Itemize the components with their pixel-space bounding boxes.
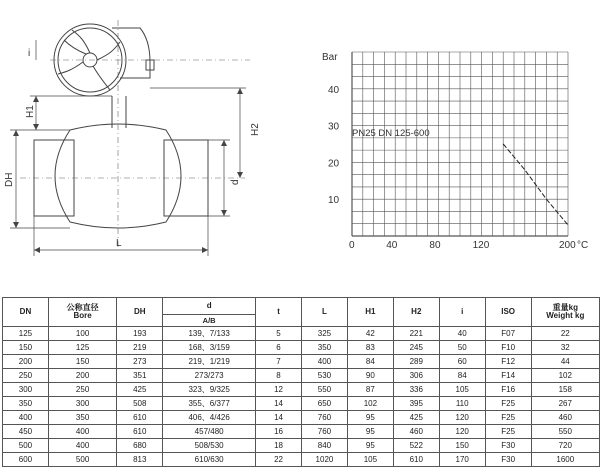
table-cell: 350	[301, 341, 347, 355]
table-cell: 32	[531, 341, 599, 355]
table-cell: 16	[256, 425, 302, 439]
table-cell: 150	[48, 355, 116, 369]
y-tick-label: 20	[328, 158, 340, 170]
table-cell: 95	[347, 439, 393, 453]
table-cell: 720	[531, 439, 599, 453]
table-cell: 550	[531, 425, 599, 439]
table-cell: 336	[393, 383, 439, 397]
table-cell: 289	[393, 355, 439, 369]
table-cell: 610	[117, 425, 163, 439]
table-cell: 84	[347, 355, 393, 369]
table-cell: 400	[48, 439, 116, 453]
spec-table	[2, 297, 600, 467]
x-tick-label: 40	[386, 240, 398, 250]
table-cell: 250	[48, 383, 116, 397]
table-row	[3, 425, 600, 439]
handwheel-spoke	[97, 42, 120, 60]
table-cell: F30	[485, 439, 531, 453]
table-cell: 650	[301, 397, 347, 411]
table-cell: 450	[3, 425, 49, 439]
table-cell: 425	[117, 383, 163, 397]
table-cell: 12	[256, 383, 302, 397]
dim-label-l: L	[116, 238, 122, 249]
table-cell: 84	[439, 369, 485, 383]
spec-table-body	[3, 327, 600, 467]
table-row	[3, 369, 600, 383]
handwheel-spoke	[58, 62, 83, 74]
table-cell: 8	[256, 369, 302, 383]
table-cell: 395	[393, 397, 439, 411]
table-cell: 508/530	[163, 439, 256, 453]
table-cell: 500	[3, 439, 49, 453]
col-header-weight-cn: 重量kg	[552, 303, 578, 312]
col-header-dh: DH	[117, 298, 163, 327]
table-cell: 120	[439, 425, 485, 439]
x-tick-label: 80	[429, 240, 441, 250]
dim-label-h2: H2	[250, 123, 261, 136]
table-cell: 457/480	[163, 425, 256, 439]
table-cell: 100	[48, 327, 116, 341]
table-cell: 840	[301, 439, 347, 453]
table-cell: 350	[3, 397, 49, 411]
col-header-d-sub: A/B	[163, 315, 256, 327]
valve-drawing	[0, 0, 310, 295]
table-cell: 139、7/133	[163, 327, 256, 341]
table-cell: 5	[256, 327, 302, 341]
col-header-t: t	[256, 298, 302, 327]
table-cell: F10	[485, 341, 531, 355]
handwheel-spoke	[72, 30, 90, 53]
table-cell: 158	[531, 383, 599, 397]
table-cell: 250	[3, 369, 49, 383]
table-cell: F07	[485, 327, 531, 341]
table-cell: F30	[485, 453, 531, 467]
table-cell: 760	[301, 425, 347, 439]
table-cell: 102	[347, 397, 393, 411]
table-cell: F16	[485, 383, 531, 397]
dim-label-dh: DH	[4, 172, 15, 187]
table-cell: 680	[117, 439, 163, 453]
col-header-d: d	[163, 298, 256, 315]
table-cell: 351	[117, 369, 163, 383]
table-cell: 400	[301, 355, 347, 369]
table-cell: 522	[393, 439, 439, 453]
col-header-weight-en: Weight kg	[546, 311, 585, 320]
table-cell: 40	[439, 327, 485, 341]
table-cell: 610	[393, 453, 439, 467]
table-cell: 14	[256, 397, 302, 411]
table-cell: 306	[393, 369, 439, 383]
table-cell: 105	[439, 383, 485, 397]
table-cell: 6	[256, 341, 302, 355]
y-tick-label: 40	[328, 84, 340, 96]
dim-label-i: i	[28, 48, 31, 59]
table-cell: 120	[439, 411, 485, 425]
col-header-h2: H2	[393, 298, 439, 327]
dim-label-d: d	[230, 179, 241, 185]
x-tick-label: 200	[559, 240, 576, 250]
col-header-dn: DN	[3, 298, 49, 327]
table-cell: 170	[439, 453, 485, 467]
table-cell: 400	[48, 425, 116, 439]
table-cell: 355、6/377	[163, 397, 256, 411]
table-cell: 219、1/219	[163, 355, 256, 369]
col-header-iso: ISO	[485, 298, 531, 327]
table-row	[3, 327, 600, 341]
table-cell: 125	[3, 327, 49, 341]
table-cell: 150	[3, 341, 49, 355]
table-cell: 267	[531, 397, 599, 411]
table-cell: 200	[3, 355, 49, 369]
table-cell: 18	[256, 439, 302, 453]
y-tick-label: 30	[328, 121, 340, 133]
col-header-h1: H1	[347, 298, 393, 327]
table-cell: 7	[256, 355, 302, 369]
table-cell: 325	[301, 327, 347, 341]
table-cell: 350	[48, 411, 116, 425]
col-header-bore	[48, 298, 116, 327]
table-cell: 22	[531, 327, 599, 341]
table-row	[3, 383, 600, 397]
x-tick-label: 120	[472, 240, 490, 250]
table-cell: 406、4/426	[163, 411, 256, 425]
table-cell: 323、9/325	[163, 383, 256, 397]
table-cell: F12	[485, 355, 531, 369]
table-cell: 300	[3, 383, 49, 397]
table-cell: 460	[531, 411, 599, 425]
table-cell: 90	[347, 369, 393, 383]
col-header-bore-cn: 公称直径	[66, 303, 99, 312]
table-cell: 300	[48, 397, 116, 411]
y-tick-label: 10	[328, 195, 340, 207]
table-cell: 150	[439, 439, 485, 453]
table-cell: 168、3/159	[163, 341, 256, 355]
table-cell: 60	[439, 355, 485, 369]
table-cell: 273/273	[163, 369, 256, 383]
table-cell: 14	[256, 411, 302, 425]
handwheel-spoke	[64, 40, 86, 54]
table-cell: F25	[485, 397, 531, 411]
table-cell: 508	[117, 397, 163, 411]
table-cell: 95	[347, 411, 393, 425]
table-row	[3, 439, 600, 453]
table-cell: F25	[485, 425, 531, 439]
col-header-weight	[531, 298, 599, 327]
table-cell: 813	[117, 453, 163, 467]
table-cell: 500	[48, 453, 116, 467]
table-cell: F14	[485, 369, 531, 383]
table-cell: 95	[347, 425, 393, 439]
x-axis-label: °C	[577, 240, 589, 250]
col-header-l: L	[301, 298, 347, 327]
table-cell: 219	[117, 341, 163, 355]
table-cell: 102	[531, 369, 599, 383]
table-cell: 87	[347, 383, 393, 397]
handwheel-spoke	[93, 66, 110, 90]
table-cell: 193	[117, 327, 163, 341]
table-cell: 42	[347, 327, 393, 341]
table-cell: 1020	[301, 453, 347, 467]
table-cell: 200	[48, 369, 116, 383]
table-cell: 1600	[531, 453, 599, 467]
table-cell: 22	[256, 453, 302, 467]
table-row	[3, 397, 600, 411]
table-cell: 245	[393, 341, 439, 355]
table-cell: 760	[301, 411, 347, 425]
table-cell: 105	[347, 453, 393, 467]
table-cell: 400	[3, 411, 49, 425]
table-row	[3, 341, 600, 355]
table-cell: 460	[393, 425, 439, 439]
table-row	[3, 411, 600, 425]
chart-grid	[352, 52, 568, 236]
table-cell: 44	[531, 355, 599, 369]
col-header-bore-en: Bore	[73, 311, 92, 320]
table-cell: 550	[301, 383, 347, 397]
x-tick-label: 0	[349, 240, 355, 250]
chart-annotation: PN25 DN 125-600	[352, 128, 430, 139]
table-cell: 425	[393, 411, 439, 425]
table-cell: 125	[48, 341, 116, 355]
y-axis-label: Bar	[322, 52, 338, 63]
table-cell: 83	[347, 341, 393, 355]
table-cell: 610	[117, 411, 163, 425]
table-cell: 221	[393, 327, 439, 341]
table-cell: 530	[301, 369, 347, 383]
table-cell: 50	[439, 341, 485, 355]
table-cell: F25	[485, 411, 531, 425]
table-cell: 273	[117, 355, 163, 369]
col-header-i: i	[439, 298, 485, 327]
table-cell: 110	[439, 397, 485, 411]
table-row	[3, 355, 600, 369]
pressure-temperature-chart	[318, 40, 604, 250]
dim-label-h1: H1	[25, 105, 36, 118]
table-cell: 610/630	[163, 453, 256, 467]
table-cell: 600	[3, 453, 49, 467]
table-row	[3, 453, 600, 467]
